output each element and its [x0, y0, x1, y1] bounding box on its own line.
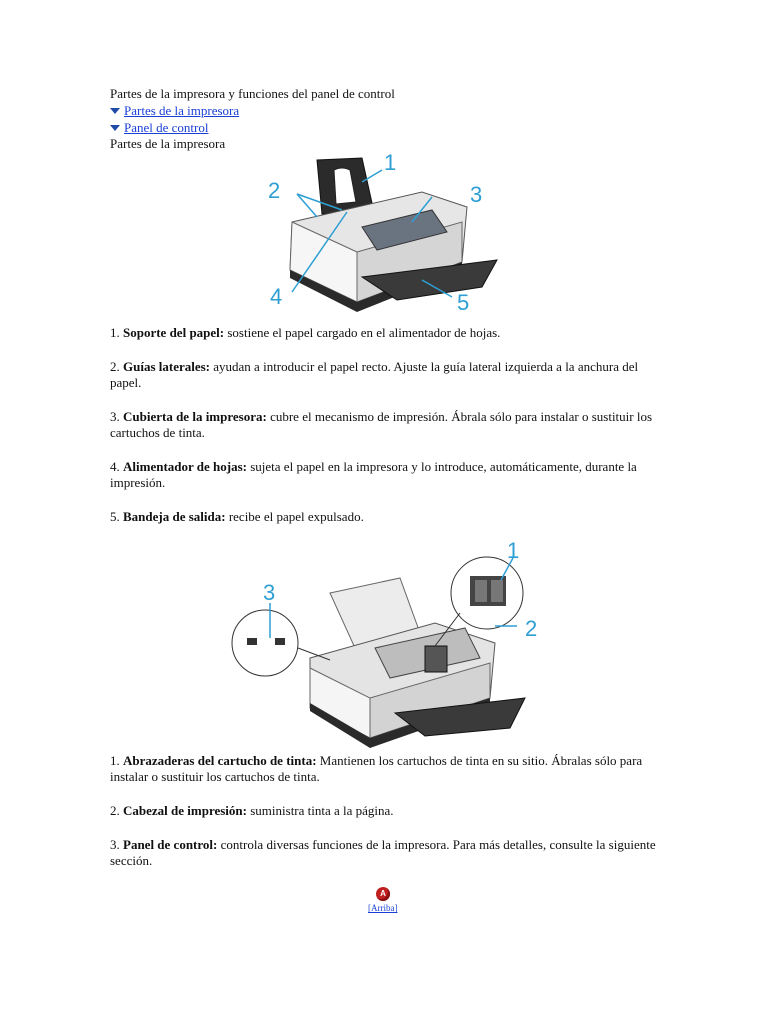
- callout-3: 3: [470, 182, 483, 207]
- callout-2: 2: [525, 616, 538, 641]
- nav-link-label[interactable]: Panel de control: [124, 119, 209, 135]
- nav-link-panel[interactable]: [110, 119, 670, 136]
- callout-5: 5: [457, 290, 470, 315]
- list-item: 4. Alimentador de hojas: sujeta el papel en la impresora y lo introduce, automáticamente, durante la impresión.: [110, 459, 637, 490]
- list-item: 2. Cabezal de impresión: suministra tinta a la página.: [110, 803, 394, 818]
- printer-exterior-figure: [262, 152, 502, 320]
- callout-3: 3: [263, 580, 276, 605]
- back-to-top-link[interactable]: [Arriba]: [368, 903, 398, 913]
- nav-link-label[interactable]: Partes de la impresora: [124, 102, 240, 118]
- callout-1: 1: [507, 538, 520, 563]
- page-title: Partes de la impresora y funciones del panel de control: [110, 86, 395, 101]
- callout-4: 4: [270, 284, 283, 309]
- list-item: 5. Bandeja de salida: recibe el papel expulsado.: [110, 509, 364, 524]
- top-arrow-icon[interactable]: A: [376, 887, 390, 901]
- triangle-down-icon: [110, 125, 120, 131]
- parts-list: [110, 325, 670, 525]
- document: [110, 86, 670, 152]
- triangle-down-icon: [110, 108, 120, 114]
- printer-interior-figure: [225, 538, 555, 753]
- section-subheading: Partes de la impresora: [110, 136, 226, 151]
- list-item: 2. Guías laterales: ayudan a introducir el papel recto. Ajuste la guía lateral izquierda a la anchura del papel.: [110, 359, 639, 390]
- callout-2: 2: [268, 178, 281, 203]
- list-item: 3. Panel de control: controla diversas funciones de la impresora. Para más detalles, consulte la siguiente sección.: [110, 837, 656, 868]
- list-item: 3. Cubierta de la impresora: cubre el mecanismo de impresión. Ábrala sólo para instalar o sustituir los cartuchos de tinta.: [110, 409, 653, 440]
- nav-link-partes[interactable]: [110, 102, 670, 119]
- list-item: 1. Abrazaderas del cartucho de tinta: Mantienen los cartuchos de tinta en su sitio. Ábralas sólo para instalar o sustituir los cartuchos de tinta.: [110, 753, 643, 784]
- parts-list-2: [110, 753, 670, 869]
- callout-1: 1: [384, 152, 397, 175]
- list-item: 1. Soporte del papel: sostiene el papel cargado en el alimentador de hojas.: [110, 325, 501, 340]
